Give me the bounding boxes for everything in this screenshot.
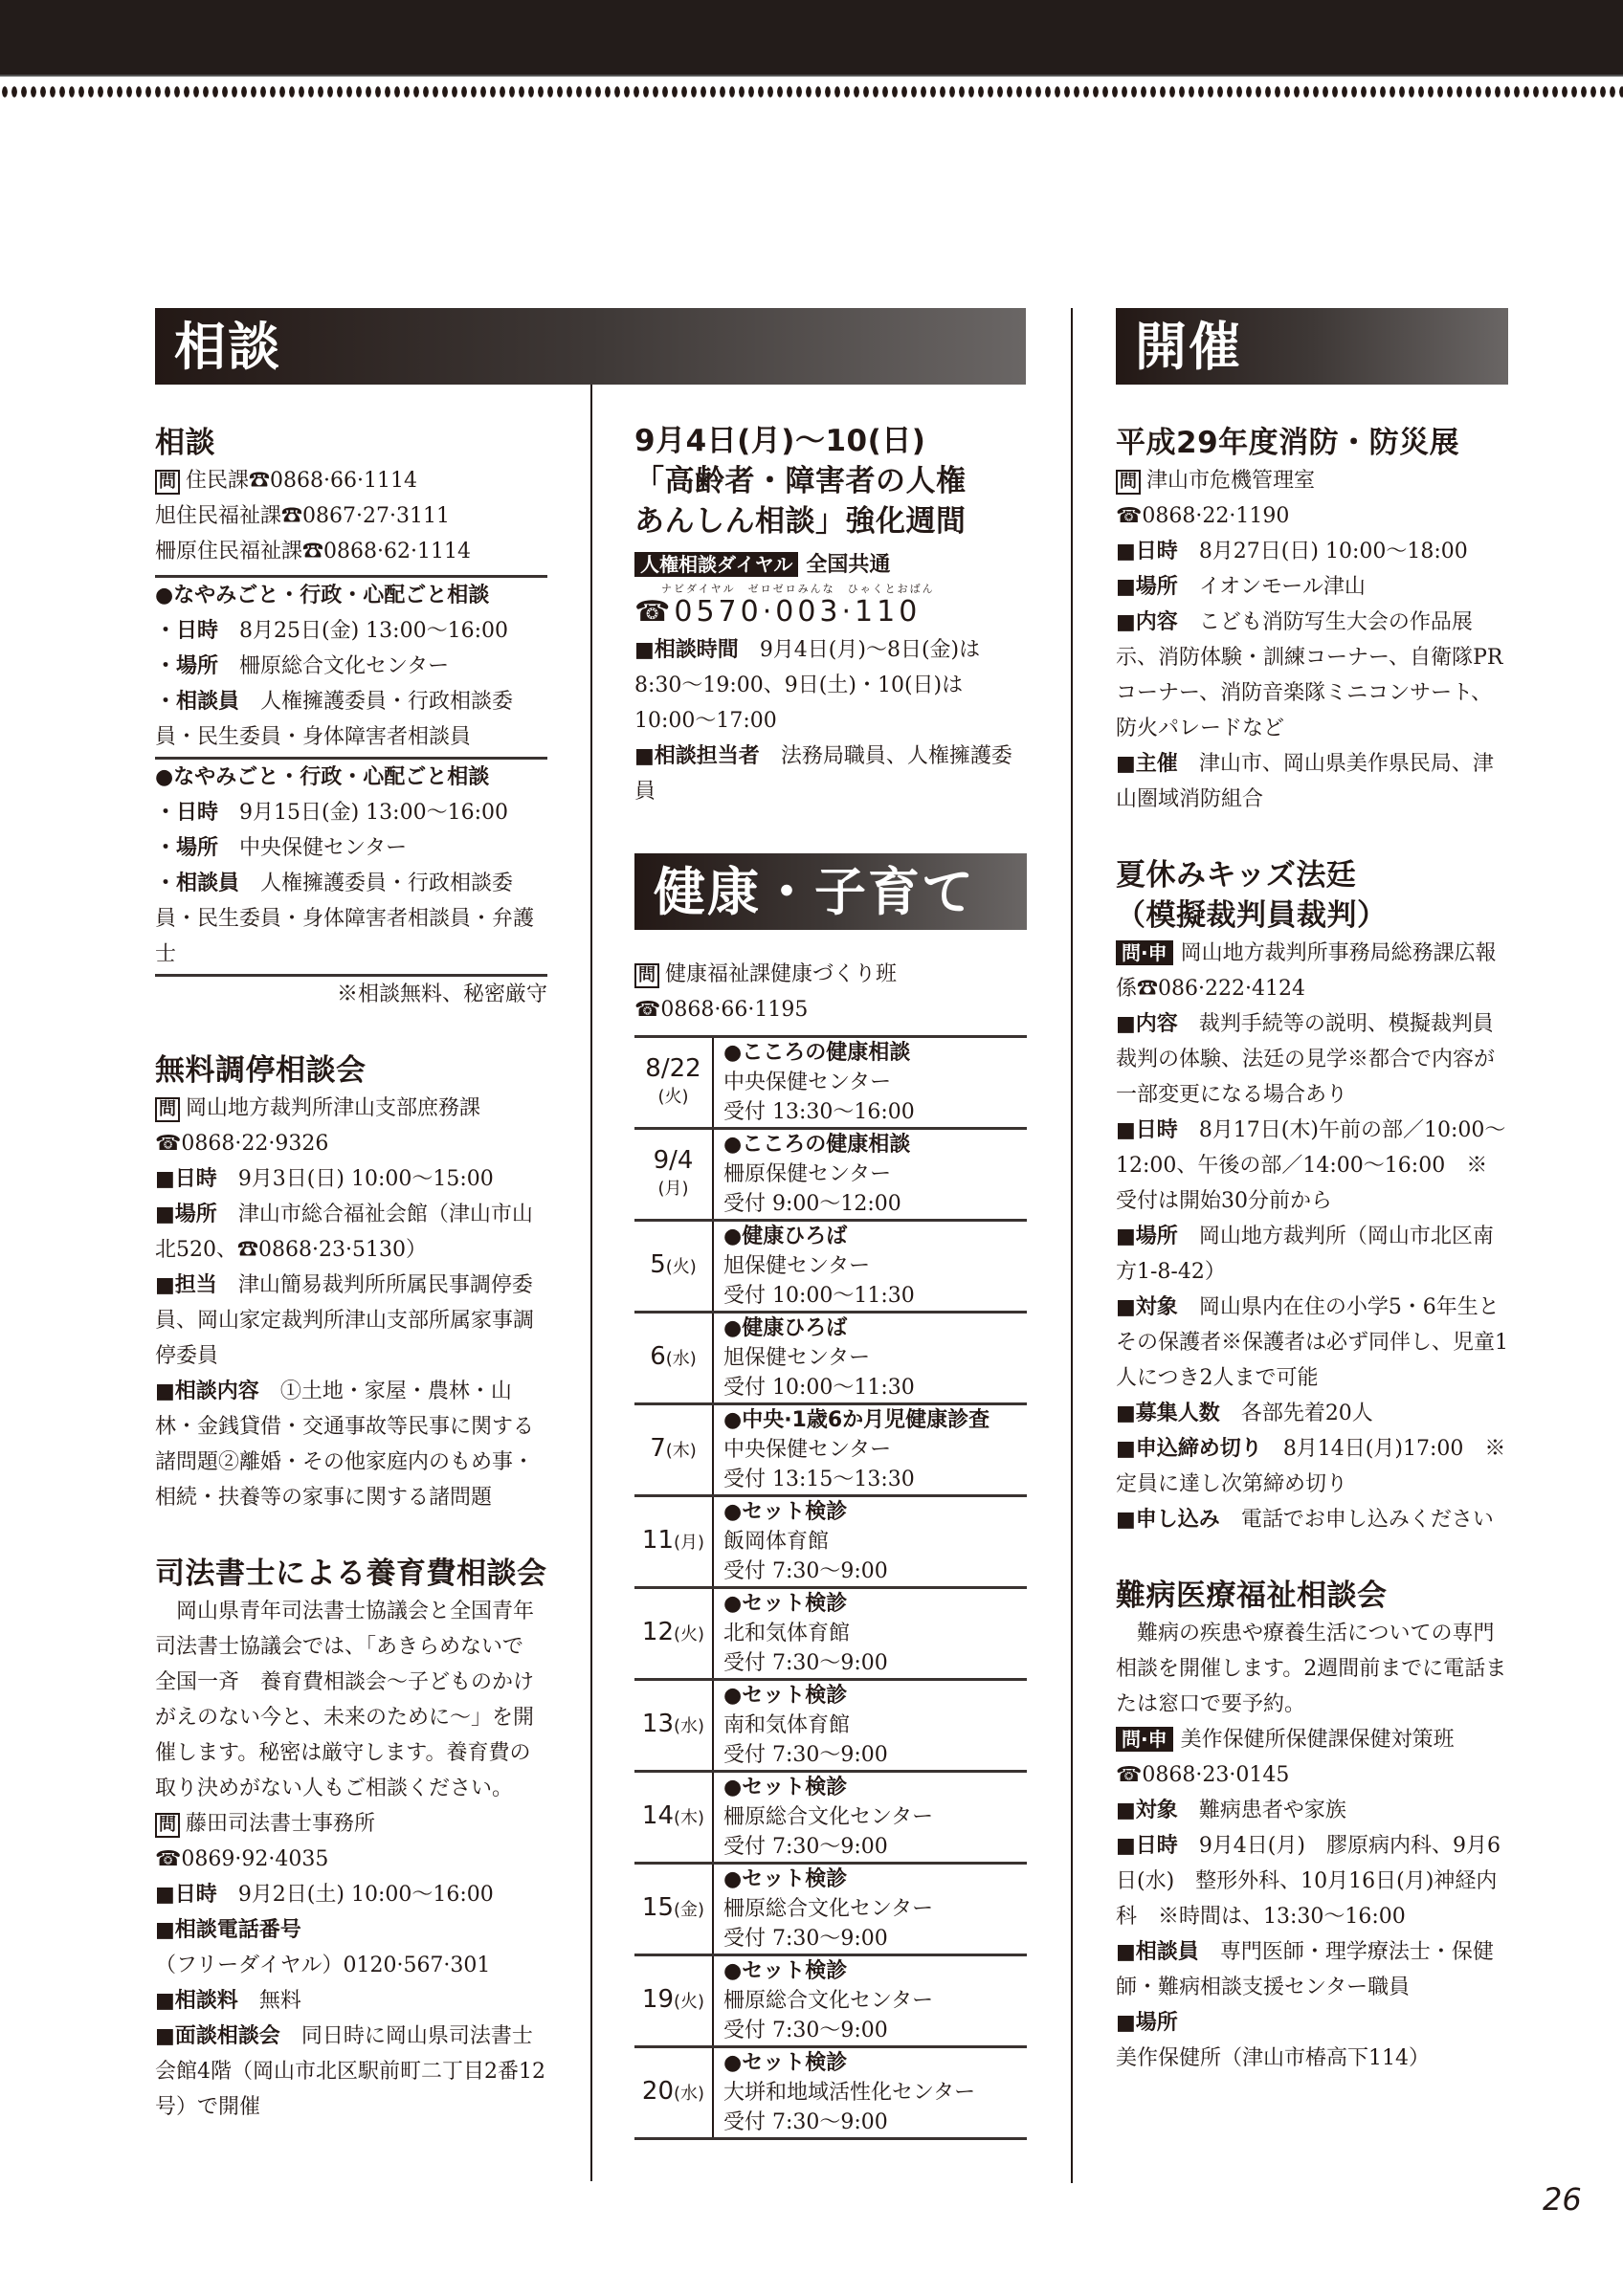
article-nanbyo: 難病医療福祉相談会 難病の疾患や療養生活についての専門相談を開催します。2週間前までに電話または窓口で要予約。 問·申 美作保健所保健課保健対策班 ☎0868·23·0145 ■対象 難病患者や家族 ■日時 9月4日(月) 膠原病内科、9月6日(水) 整形外科、10月16日(月)神経内科 ※時間は、13:30〜16:00 ■相談員 専門医師・理学療法士・保健師・難病相談支援センター職員 ■場所 美作保健所（津山市椿高下114） [1116, 1578, 1507, 2070]
phone: ☎0868·22·1190 [1116, 504, 1290, 528]
table-row: 6(水) ●健康ひろば 旭保健センター 受付 10:00〜11:30 [634, 1313, 1027, 1404]
table-row: 11(月) ●セット検診 飯岡体育館 受付 7:30〜9:00 [634, 1496, 1027, 1588]
article-yoikuhi: 司法書士による養育費相談会 岡山県青年司法書士協議会と全国青年司法書士協議会では、「あきらめないで 全国一斉 養育費相談会〜子どものかけがえのない今と、未来のために〜」を開催します。秘密は厳守します。養育費の取り決めがない人もご相談ください。 問 藤田司法書士事務所 ☎0869·92·4035 ■日時 9月2日(土) 10:00〜16:00 ■相談電話番号 （フリーダイヤル）0120·567·301 ■相談料 無料 ■面談相談会 同日時に岡山県司法書士会館4階（岡山市北区駅前町二丁目2番12号）で開催 [155, 1554, 547, 2125]
section-banner-health: 健康・子育て [634, 853, 1027, 930]
column-divider [590, 383, 592, 2181]
block-heading: ●なやみごと・行政・心配ごと相談 [155, 765, 490, 789]
table-row: 9/4 (月) ●こころの健康相談 柵原保健センター 受付 9:00〜12:00 [634, 1129, 1027, 1221]
contact: 柵原住民福祉課☎0868·62·1114 [155, 540, 471, 563]
article-jinken: 9月4日(月)〜10(日) 「高齢者・障害者の人権 あんしん相談」強化週間 人権相談ダイヤル 全国共通 ナビダイヤル ゼロゼロみんな ひゃくとおばん ☎0570·003·110 ■相談時間 9月4日(月)〜8日(金)は8:30〜19:00、9日(土)・10(日)は10:00〜17:00 ■相談担当者 法務局職員、人権擁護委員 [634, 421, 1027, 809]
article-health: 問 健康福祉課健康づくり班 ☎0868·66·1195 8/22 (火) ●こころの健康相談 中央保健センター 受付 13:30〜16:00 9/4 (月) ●こころの健康相談 柵原保健センター 受付 9:00〜12:00 5(火) ●健康ひろば 旭保健センター 受付 10:00〜11:30 6(水) ●健康ひろば 旭保健センター 受付 10:00〜11:30 7(木) ●中央·1歳6か月児健康診査 中央保健センター 受付 13:15〜13:30 11(月) ●セット検診 飯岡体育館 受付 7:30〜9:00 12(火) ●セット検診 北和気体育館 受付 7:30〜9:00 13(水) ●セット検診 南和気体育館 受付 7:30〜9:00 14(木) ●セット検診 柵原総合文化センター 受付 7:30〜9:00 15(金) ●セット検診 柵原総合文化センター 受付 7:30〜9:00 19(火) ●セット検診 柵原総合文化センター 受付 7:30〜9:00 20(水) ●セット検診 大垪和地域活性化センター 受付 7:30〜9:00 [634, 957, 1027, 2140]
dial-tag: 人権相談ダイヤル [634, 552, 798, 577]
body-text: 難病の疾患や療養生活についての専門相談を開催します。2週間前までに電話または窓口で要予約。 [1116, 1622, 1507, 1716]
table-row: 7(木) ●中央·1歳6か月児健康診査 中央保健センター 受付 13:15〜13:30 [634, 1404, 1027, 1496]
section-banner-kaisai: 開催 [1116, 308, 1508, 385]
right-column [1116, 308, 1508, 2076]
middle-column [634, 421, 1027, 2140]
article-soudan: 相談 問 住民課☎0868·66·1114 旭住民福祉課☎0867·27·3111 柵原住民福祉課☎0868·62·1114 ●なやみごと・行政・心配ごと相談 ・日時 8月25日(金) 13:00〜16:00 ・場所 柵原総合文化センター ・相談員 人権擁護委員・行政相談委員・民生委員・身体障害者相談員 ●なやみごと・行政・心配ごと相談 ・日時 9月15日(金) 13:00〜16:00 ・場所 中央保健センター ・相談員 人権擁護委員・行政相談委員・民生委員・身体障害者相談員・弁護士 ※相談無料、秘密厳守 [155, 423, 547, 1012]
contact: 住民課☎0868·66·1114 [186, 469, 417, 493]
phone: ☎0868·23·0145 [1116, 1763, 1290, 1787]
block-heading: ●なやみごと・行政・心配ごと相談 [155, 584, 490, 607]
phone: ☎0868·22·9326 [155, 1132, 329, 1156]
table-row: 12(火) ●セット検診 北和気体育館 受付 7:30〜9:00 [634, 1588, 1027, 1680]
article-bosai: 平成29年度消防・防災展 問 津山市危機管理室 ☎0868·22·1190 ■日時 8月27日(日) 10:00〜18:00 ■場所 イオンモール津山 ■内容 こども消防写生大会の作品展示、消防体験・訓練コーナー、自衛隊PRコーナー、消防音楽隊ミニコンサート、防火パレードなど ■主催 津山市、岡山県美作県民局、津山圏域消防組合 [1116, 423, 1508, 817]
health-schedule-table [634, 1035, 1027, 2140]
article-kids-court: 夏休みキッズ法廷 （模擬裁判員裁判） 問·申 岡山地方裁判所事務局総務課広報係☎086·222·4124 ■内容 裁判手続等の説明、模擬裁判員裁判の体験、法廷の見学※都合で内容が一部変更になる場合あり ■日時 8月17日(木)午前の部／10:00〜12:00、午後の部／14:00〜16:00 ※受付は開始30分前から ■場所 岡山地方裁判所（岡山市北区南方1-8-42） ■対象 岡山県内在住の小学5・6年生とその保護者※保護者は必ず同伴し、児童1人につき2人まで可能 ■募集人数 各部先着20人 ■申込締め切り 8月14日(月)17:00 ※定員に達し次第締め切り ■申し込み 電話でお申し込みください [1116, 858, 1508, 1532]
article-title: 相談 [155, 426, 215, 460]
contact-apply-tag: 問·申 [1116, 940, 1173, 965]
table-row: 13(水) ●セット検診 南和気体育館 受付 7:30〜9:00 [634, 1680, 1027, 1772]
table-row: 20(水) ●セット検診 大垪和地域活性化センター 受付 7:30〜9:00 [634, 2047, 1027, 2139]
left-column [155, 308, 547, 2125]
note: ※相談無料、秘密厳守 [336, 982, 547, 1006]
article-title: 司法書士による養育費相談会 [155, 1556, 547, 1591]
table-row: 5(火) ●健康ひろば 旭保健センター 受付 10:00〜11:30 [634, 1221, 1027, 1313]
body-text: 岡山県青年司法書士協議会と全国青年司法書士協議会では、「あきらめないで 全国一斉 養育費相談会〜子どものかけがえのない今と、未来のために〜」を開催します。秘密は厳守します。養育費の取り決めがない人もご相談ください。 [155, 1600, 545, 1800]
phone: ☎0570·003·110 [634, 595, 922, 629]
phone: ☎0869·92·4035 [155, 1847, 329, 1871]
phone: ☎0868·66·1195 [634, 998, 809, 1022]
table-row: 19(火) ●セット検診 柵原総合文化センター 受付 7:30〜9:00 [634, 1955, 1027, 2047]
table-row: 15(金) ●セット検診 柵原総合文化センター 受付 7:30〜9:00 [634, 1864, 1027, 1955]
article-title: 無料調停相談会 [155, 1053, 367, 1088]
contact: 旭住民福祉課☎0867·27·3111 [155, 504, 450, 528]
ruby-reading: ナビダイヤル ゼロゼロみんな ひゃくとおばん [661, 583, 935, 595]
contact-apply-tag: 問·申 [1116, 1727, 1173, 1752]
page-number: 26 [1543, 2181, 1582, 2218]
section-banner-soudan: 相談 [155, 308, 1026, 385]
table-row: 8/22 (火) ●こころの健康相談 中央保健センター 受付 13:30〜16:00 [634, 1037, 1027, 1129]
table-row: 14(木) ●セット検診 柵原総合文化センター 受付 7:30〜9:00 [634, 1772, 1027, 1864]
dotted-divider [0, 86, 1623, 98]
column-divider [1071, 308, 1073, 2183]
header-band [0, 0, 1623, 77]
contact-tag: 問 [155, 470, 180, 495]
article-chotei: 無料調停相談会 問 岡山地方裁判所津山支部庶務課 ☎0868·22·9326 ■日時 9月3日(日) 10:00〜15:00 ■場所 津山市総合福祉会館（津山市山北520、☎0868·23·5130） ■担当 津山簡易裁判所所属民事調停委員、岡山家定裁判所津山支部所属家事調停委員 ■相談内容 ①土地・家屋・農林・山林・金銭貸借・交通事故等民事に関する諸問題②離婚・その他家庭内のもめ事・相続・扶養等の家事に関する諸問題 [155, 1050, 547, 1515]
